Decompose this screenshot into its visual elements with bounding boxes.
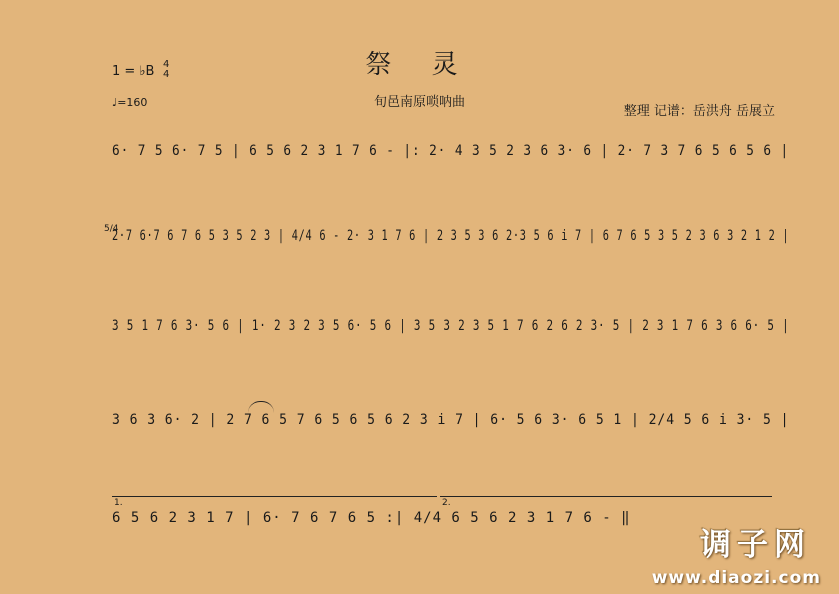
tempo-marking: ♩=160: [112, 96, 148, 109]
score-row-1: 6· 7 5 6· 7 5 | 6 5 6 2 3 1 7 6 - |: 2· 4 3 5 2 3 6 3· 6 | 2· 7 3 7 6 5 6 5 6 |: [112, 143, 790, 159]
subtitle: 旬邑南原唢呐曲: [373, 95, 465, 110]
score-row-4: 3 6 3 6· 2 | 2 7 6 5 7 6 5 6 5 6 2 3 i 7 | 6· 5 6 3· 6 5 1 | 2/4 5 6 i 3· 5 |: [112, 412, 790, 428]
meter-top: 4: [163, 59, 170, 70]
volta-label-1: 1.: [114, 498, 123, 508]
volta-label-2: 2.: [442, 498, 451, 508]
volta-bracket-2: [440, 496, 772, 497]
watermark-url: www.diaozi.com: [651, 568, 821, 588]
volta-bracket-1: [112, 496, 437, 497]
page-title: 祭 灵: [365, 50, 474, 80]
score-row-3: 3 5 1 7 6 3· 5 6 | 1· 2 3 2 3 5 6· 5 6 | 3 5 3 2 3 5 1 7 6 2 6 2 3· 5 | 2 3 1 7 6 3 6 6· 5 |: [112, 318, 790, 334]
meter-bottom: 4: [163, 69, 170, 80]
credit-line: 整理 记谱：岳洪舟 岳展立: [623, 104, 775, 119]
key-signature: 1 = ♭B: [112, 64, 155, 79]
time-signature: [163, 60, 169, 80]
watermark-logo: 调子网: [700, 527, 811, 563]
score-row-5: 6 5 6 2 3 1 7 | 6· 7 6 7 6 5 :| 4/4 6 5 6 2 3 1 7 6 - ‖: [112, 510, 631, 526]
score-row-2: 2·7 6·7 6 7 6 5 3 5 2 3 | 4/4 6 - 2· 3 1 7 6 | 2 3 5 3 6 2·3 5 6 i 7 | 6 7 6 5 3 5 2 3 6 3 2 1 2 |: [112, 228, 790, 244]
row2-meter: 5/4: [104, 224, 119, 234]
